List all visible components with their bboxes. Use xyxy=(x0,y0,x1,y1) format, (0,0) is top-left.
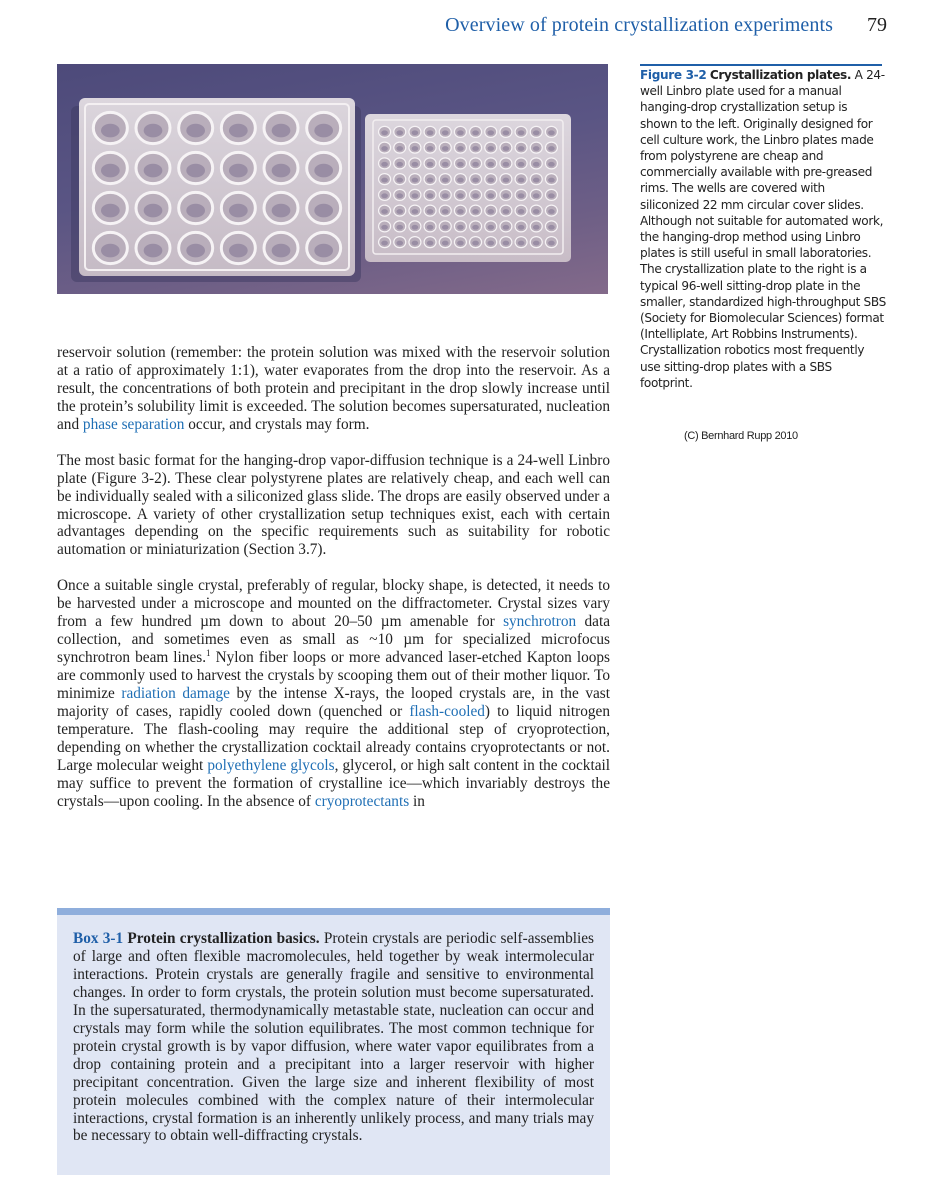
well-bottom xyxy=(472,146,479,151)
text: occur, and crystals may form. xyxy=(184,415,370,433)
glossary-link-radiation-damage[interactable]: radiation damage xyxy=(121,684,230,702)
glossary-link-synchrotron[interactable]: synchrotron xyxy=(503,613,577,631)
box-body: Protein crystals are periodic self-assemblies of large and often flexible macromolecules, held together by weak intermolecular interactions. Protein crystals are generally fragile and sensitive to environmental changes. In order to form crystals, the protein solution must become supersaturated. In the supersaturated, thermodynamically metastable state, nucleation can occur and crystals may form while the solution equilibrates. The most common technique for protein crystal growth is by vapor diffusion, where water vapor equilibrates from a drop containing protein and a precipitant into a larger reservoir with higher precipitant concentration. Given the large size and inherent flexibility of most protein molecules combined with the complex nature of their intermolecular interactions, crystal formation is an inherently unlikely process, and many trials may be necessary to obtain well-diffracting crystals. xyxy=(73,930,594,1145)
well-bottom xyxy=(381,162,388,167)
well-bottom xyxy=(186,124,205,138)
well-bottom xyxy=(472,178,479,183)
well-bottom xyxy=(472,130,479,135)
well-bottom xyxy=(412,225,419,230)
well-bottom xyxy=(412,193,419,198)
well-bottom xyxy=(472,162,479,167)
well-bottom xyxy=(396,130,403,135)
well-bottom xyxy=(427,146,434,151)
text: data collection, and sometimes even as small as ~10 µm for specialized microfocus synchrotron beam lines. xyxy=(57,613,610,667)
well-bottom xyxy=(457,162,464,167)
body-text xyxy=(57,344,610,829)
box-title: Protein crystallization basics. xyxy=(127,930,320,947)
sidebar-box xyxy=(57,908,610,1175)
well-bottom xyxy=(396,241,403,246)
well-bottom xyxy=(381,146,388,151)
text: ) to liquid nitrogen temperature. The flash-cooling may require the additional step of cryoprotection, depending on whether the crystallization cocktail already contains cryoprotectants or not. Large molecular weight xyxy=(57,702,610,774)
well-bottom xyxy=(518,209,525,214)
well-bottom xyxy=(457,178,464,183)
well-bottom xyxy=(503,130,510,135)
well-bottom xyxy=(144,244,163,258)
well-bottom xyxy=(381,241,388,246)
well-bottom xyxy=(314,164,333,178)
well-bottom xyxy=(144,204,163,218)
glossary-link-polyethylene-glycols[interactable]: polyethylene glycols xyxy=(207,756,335,774)
running-header xyxy=(440,14,887,40)
well-bottom xyxy=(427,241,434,246)
text: Nylon fiber loops or more advanced laser-etched Kapton loops are commonly used to harvest the crystals by scooping them out of their mother liquor. To minimize xyxy=(57,649,610,702)
well-bottom xyxy=(442,146,449,151)
well-bottom xyxy=(548,146,555,151)
well-bottom xyxy=(442,193,449,198)
page-number: 79 xyxy=(867,14,887,36)
text: by the intense X-rays, the looped crystals are, in the vast majority of cases, rapidly cooled down (quenched or xyxy=(57,684,610,720)
well-bottom xyxy=(442,209,449,214)
well-bottom xyxy=(101,124,120,138)
well-bottom xyxy=(442,225,449,230)
box-label: Box 3-1 xyxy=(73,930,124,947)
well-bottom xyxy=(229,204,248,218)
crystallization-plates-illustration xyxy=(57,64,608,294)
text: reservoir solution (remember: the protein solution was mixed with the reservoir solution at a ratio of approximately 1:1), water evaporates from the drop into the reservoir. As a result, the concentrations of both protein and precipitant in the drop slowly increase until the protein’s solubility limit is exceeded. The solution becomes supersaturated, nucleation and xyxy=(57,344,610,433)
well-bottom xyxy=(186,164,205,178)
well-bottom xyxy=(272,204,291,218)
well-bottom xyxy=(412,146,419,151)
well-bottom xyxy=(101,204,120,218)
well-bottom xyxy=(533,130,540,135)
well-bottom xyxy=(381,193,388,198)
well-bottom xyxy=(381,209,388,214)
well-bottom xyxy=(548,225,555,230)
well-bottom xyxy=(533,162,540,167)
well-bottom xyxy=(487,162,494,167)
well-bottom xyxy=(412,178,419,183)
well-bottom xyxy=(396,209,403,214)
box-top-bar xyxy=(57,908,610,915)
well-bottom xyxy=(272,124,291,138)
glossary-link-flash-cooled[interactable]: flash-cooled xyxy=(409,702,485,720)
well-bottom xyxy=(503,146,510,151)
well-bottom xyxy=(427,209,434,214)
well-bottom xyxy=(518,241,525,246)
well-bottom xyxy=(487,241,494,246)
well-bottom xyxy=(442,241,449,246)
well-bottom xyxy=(503,225,510,230)
well-bottom xyxy=(457,146,464,151)
well-bottom xyxy=(144,124,163,138)
well-bottom xyxy=(412,209,419,214)
well-bottom xyxy=(427,162,434,167)
well-bottom xyxy=(457,193,464,198)
well-bottom xyxy=(487,225,494,230)
box-text xyxy=(57,915,610,1145)
well-bottom xyxy=(518,146,525,151)
linbro-24-well-plate xyxy=(79,98,355,276)
well-bottom xyxy=(518,178,525,183)
well-bottom xyxy=(396,225,403,230)
well-bottom xyxy=(412,130,419,135)
well-bottom xyxy=(229,164,248,178)
well-bottom xyxy=(396,146,403,151)
glossary-link-phase-separation[interactable]: phase separation xyxy=(82,415,185,433)
text: in xyxy=(409,792,425,810)
well-bottom xyxy=(381,225,388,230)
well-bottom xyxy=(472,241,479,246)
well-bottom xyxy=(396,162,403,167)
well-bottom xyxy=(427,178,434,183)
well-bottom xyxy=(412,162,419,167)
sbs-96-well-plate xyxy=(365,114,571,262)
caption-rule xyxy=(640,64,882,66)
well-bottom xyxy=(427,193,434,198)
well-bottom xyxy=(101,164,120,178)
well-bottom xyxy=(412,241,419,246)
well-bottom xyxy=(487,209,494,214)
well-bottom xyxy=(186,244,205,258)
well-bottom xyxy=(457,225,464,230)
well-bottom xyxy=(396,193,403,198)
well-bottom xyxy=(548,178,555,183)
well-bottom xyxy=(548,130,555,135)
running-title: Overview of protein crystallization experiments xyxy=(445,14,833,36)
well-bottom xyxy=(381,178,388,183)
well-bottom xyxy=(272,244,291,258)
well-bottom xyxy=(533,209,540,214)
figure-title: Crystallization plates. xyxy=(709,68,852,82)
caption-text: A 24-well Linbro plate used for a manual hanging-drop crystallization setup is shown to the left. Originally designed for cell culture work, the Linbro plates made from polystyrene are cheap and commercially available with pre-greased rims. The wells are covered with siliconized 22 mm circular cover slides. Although not suitable for automated work, the hanging-drop method using Linbro plates is still useful in small laboratories. The crystallization plate to the right is a typical 96-well sitting-drop plate in the smaller, standardized high-throughput SBS (Society for Biomolecular Sciences) format (Intelliplate, Art Robbins Instruments). Crystallization robotics most frequently use sitting-drop plates with a SBS footprint. xyxy=(640,68,886,390)
figure-label: Figure 3-2 xyxy=(640,68,707,82)
well-bottom xyxy=(487,193,494,198)
well-bottom xyxy=(442,162,449,167)
well-bottom xyxy=(503,241,510,246)
well-bottom xyxy=(503,193,510,198)
well-bottom xyxy=(314,204,333,218)
well-bottom xyxy=(533,241,540,246)
well-bottom xyxy=(472,225,479,230)
well-bottom xyxy=(548,193,555,198)
well-bottom xyxy=(487,178,494,183)
well-bottom xyxy=(229,244,248,258)
well-bottom xyxy=(503,178,510,183)
well-bottom xyxy=(314,124,333,138)
well-bottom xyxy=(548,241,555,246)
well-bottom xyxy=(472,209,479,214)
copyright-notice: (C) Bernhard Rupp 2010 xyxy=(684,430,798,442)
well-bottom xyxy=(427,130,434,135)
well-bottom xyxy=(533,193,540,198)
well-bottom xyxy=(314,244,333,258)
well-bottom xyxy=(457,130,464,135)
well-bottom xyxy=(457,241,464,246)
well-bottom xyxy=(533,146,540,151)
well-bottom xyxy=(381,130,388,135)
text: The most basic format for the hanging-drop vapor-diffusion technique is a 24-well Linbro plate (Figure 3-2). These clear polystyrene plates are relatively cheap, and each well can be individually sealed with a siliconized glass slide. The drops are easily observed under a microscope. A variety of other crystallization setup techniques exist, each with certain advantages depending on the specific requirements such as suitability for robotic automation or miniaturization (Section 3.7). xyxy=(57,451,610,559)
well-bottom xyxy=(186,204,205,218)
well-bottom xyxy=(548,162,555,167)
well-bottom xyxy=(472,193,479,198)
well-bottom xyxy=(503,209,510,214)
well-bottom xyxy=(457,209,464,214)
well-bottom xyxy=(272,164,291,178)
well-bottom xyxy=(518,225,525,230)
well-bottom xyxy=(229,124,248,138)
well-bottom xyxy=(427,225,434,230)
text: , glycerol, or high salt content in the cocktail may suffice to prevent the formation of crystalline ice—which invariably destroys the crystals—upon cooling. In the absence of xyxy=(57,756,610,810)
well-bottom xyxy=(396,178,403,183)
well-bottom xyxy=(442,178,449,183)
figure-caption xyxy=(640,67,886,391)
glossary-link-cryoprotectants[interactable]: cryoprotectants xyxy=(314,792,410,810)
footnote-marker[interactable]: 1 xyxy=(206,647,211,658)
well-bottom xyxy=(533,178,540,183)
well-bottom xyxy=(518,130,525,135)
well-bottom xyxy=(144,164,163,178)
well-bottom xyxy=(487,146,494,151)
well-bottom xyxy=(518,193,525,198)
text: Once a suitable single crystal, preferably of regular, blocky shape, is detected, it needs to be harvested under a microscope and mounted on the diffractometer. Crystal sizes vary from a few hundred µm down to about 20–50 µm amenable for xyxy=(57,577,610,631)
well-bottom xyxy=(548,209,555,214)
well-bottom xyxy=(487,130,494,135)
well-bottom xyxy=(101,244,120,258)
well-bottom xyxy=(518,162,525,167)
figure-photo xyxy=(57,64,608,294)
well-bottom xyxy=(533,225,540,230)
well-bottom xyxy=(503,162,510,167)
paragraph-1 xyxy=(57,344,610,434)
paragraph-3 xyxy=(57,577,610,810)
paragraph-2 xyxy=(57,452,610,560)
well-bottom xyxy=(442,130,449,135)
